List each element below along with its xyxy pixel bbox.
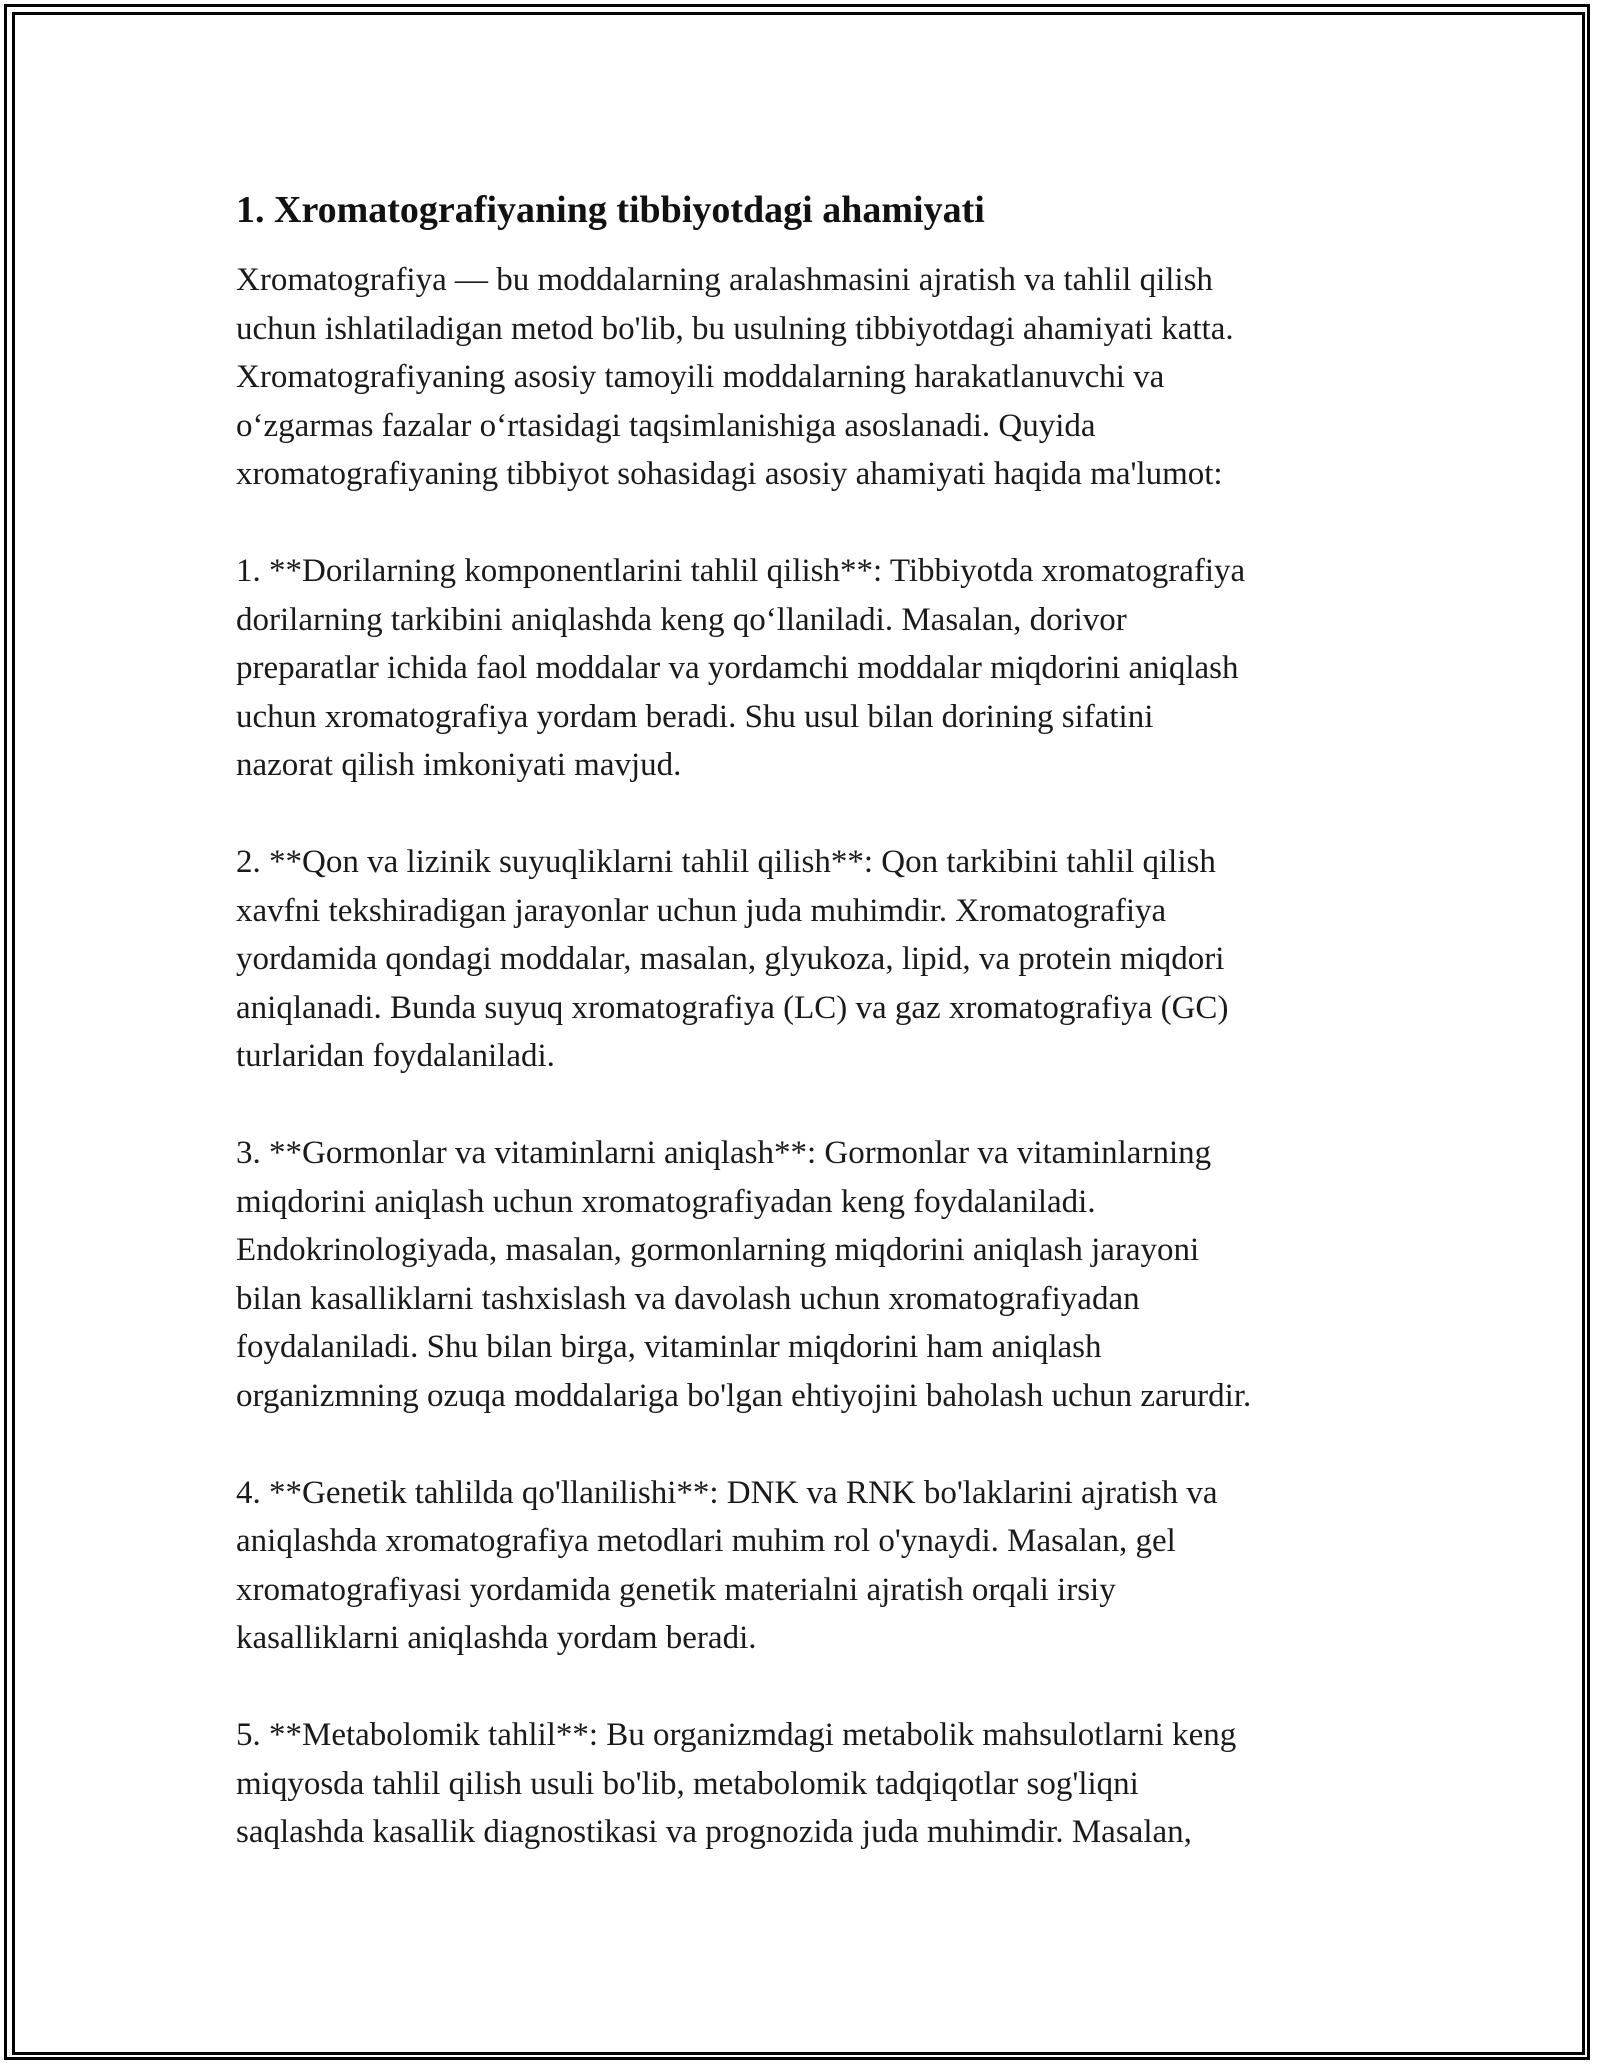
text-line: xromatografiyasi yordamida genetik materialni ajratish orqali irsiy bbox=[236, 1571, 1116, 1608]
text-line: xromatografiyaning tibbiyot sohasidagi asosiy ahamiyati haqida ma'lumot: bbox=[236, 456, 1223, 492]
text-line: saqlashda kasallik diagnostikasi va prognozida juda muhimdir. Masalan, bbox=[236, 1814, 1192, 1850]
paragraph-item-5 bbox=[236, 1711, 1386, 1857]
text-line: organizmning ozuqa moddalariga bo'lgan ehtiyojini baholash uchun zarurdir. bbox=[236, 1377, 1252, 1414]
paragraph-item-2 bbox=[236, 838, 1386, 1081]
text-line: aniqlashda xromatografiya metodlari muhim rol o'ynaydi. Masalan, gel bbox=[236, 1523, 1176, 1559]
paragraph-intro bbox=[236, 256, 1386, 499]
text-line: Xromatografiyaning asosiy tamoyili moddalarning harakatlanuvchi va bbox=[236, 359, 1165, 395]
text-line: Xromatografiya — bu moddalarning aralashmasini ajratish va tahlil qilish bbox=[236, 262, 1213, 298]
text-line: foydalaniladi. Shu bilan birga, vitaminlar miqdorini ham aniqlash bbox=[236, 1329, 1102, 1365]
document-body bbox=[236, 186, 1386, 1905]
text-line: uchun ishlatiladigan metod bo'lib, bu usulning tibbiyotdagi ahamiyati katta. bbox=[236, 310, 1234, 347]
text-line: kasalliklarni aniqlashda yordam beradi. bbox=[236, 1620, 757, 1656]
text-line: o‘zgarmas fazalar o‘rtasidagi taqsimlanishiga asoslanadi. Quyida bbox=[236, 407, 1096, 444]
text-line: aniqlanadi. Bunda suyuq xromatografiya (LC) va gaz xromatografiya (GC) bbox=[236, 989, 1229, 1026]
paragraph-item-4 bbox=[236, 1469, 1386, 1663]
text-line: miqdorini aniqlash uchun xromatografiyadan keng foydalaniladi. bbox=[236, 1183, 1096, 1220]
text-line: bilan kasalliklarni tashxislash va davolash uchun xromatografiyadan bbox=[236, 1280, 1140, 1317]
text-line: miqyosda tahlil qilish usuli bo'lib, metabolomik tadqiqotlar sog'liqni bbox=[236, 1765, 1139, 1802]
paragraph-item-1 bbox=[236, 547, 1386, 790]
text-line: 3. **Gormonlar va vitaminlarni aniqlash**: Gormonlar va vitaminlarning bbox=[236, 1135, 1212, 1171]
text-line: 2. **Qon va lizinik suyuqliklarni tahlil qilish**: Qon tarkibini tahlil qilish bbox=[236, 844, 1216, 880]
paragraph-item-3 bbox=[236, 1129, 1386, 1420]
text-line: yordamida qondagi moddalar, masalan, glyukoza, lipid, va protein miqdori bbox=[236, 941, 1225, 977]
text-line: dorilarning tarkibini aniqlashda keng qo‘llaniladi. Masalan, dorivor bbox=[236, 601, 1127, 638]
text-line: preparatlar ichida faol moddalar va yordamchi moddalar miqdorini aniqlash bbox=[236, 650, 1239, 686]
text-line: nazorat qilish imkoniyati mavjud. bbox=[236, 747, 682, 783]
text-line: turlaridan foydalaniladi. bbox=[236, 1038, 555, 1074]
text-line: 5. **Metabolomik tahlil**: Bu organizmdagi metabolik mahsulotlarni keng bbox=[236, 1717, 1237, 1753]
text-line: xavfni tekshiradigan jarayonlar uchun juda muhimdir. Xromatografiya bbox=[236, 892, 1167, 929]
text-line: 4. **Genetik tahlilda qo'llanilishi**: DNK va RNK bo'laklarini ajratish va bbox=[236, 1474, 1218, 1511]
text-line: Endokrinologiyada, masalan, gormonlarning miqdorini aniqlash jarayoni bbox=[236, 1232, 1200, 1268]
document-heading: 1. Xromatografiyaning tibbiyotdagi ahamiyati bbox=[236, 189, 985, 231]
text-line: uchun xromatografiya yordam beradi. Shu usul bilan dorining sifatini bbox=[236, 698, 1154, 735]
text-line: 1. **Dorilarning komponentlarini tahlil qilish**: Tibbiyotda xromatografiya bbox=[236, 553, 1246, 589]
